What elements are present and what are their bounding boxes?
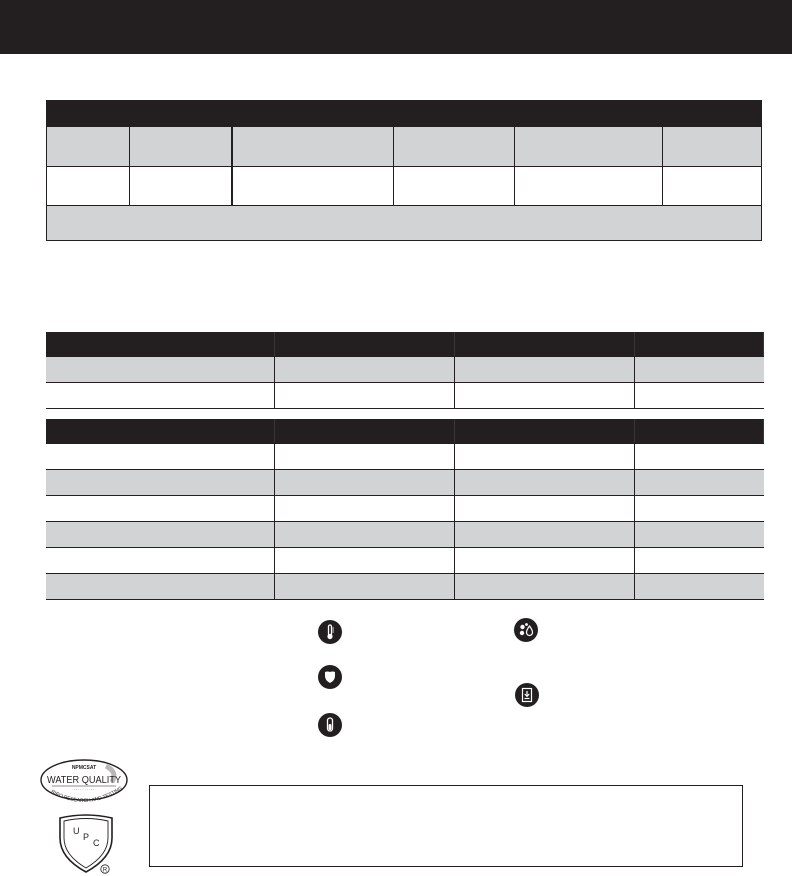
header-cell — [455, 419, 635, 443]
table-cell — [455, 548, 635, 573]
table-header-row — [46, 419, 764, 444]
spec-note-row — [47, 206, 761, 240]
table-cell — [46, 522, 275, 547]
spec-label-cell — [663, 127, 761, 166]
table-cell — [275, 496, 455, 521]
table-row — [46, 444, 764, 470]
table-cell — [455, 444, 635, 469]
header-cell — [635, 419, 764, 443]
water-quality-seal-logo — [38, 758, 130, 806]
table-cell — [275, 383, 455, 408]
table-cell — [455, 470, 635, 495]
spec-value-cell — [394, 167, 515, 205]
header-cell — [275, 332, 455, 356]
table-row — [46, 383, 764, 409]
spec-label-cell — [130, 127, 233, 166]
table-cell — [275, 357, 455, 382]
performance-table-1 — [46, 332, 764, 409]
specification-table — [46, 100, 762, 241]
table-row — [46, 357, 764, 383]
table-cell — [635, 548, 764, 573]
table-cell — [455, 383, 635, 408]
table-cell — [275, 470, 455, 495]
table-cell — [275, 444, 455, 469]
table-cell — [635, 357, 764, 382]
notice-box — [149, 785, 743, 867]
spec-value-row — [47, 167, 761, 206]
svg-text:WATER QUALITY: WATER QUALITY — [47, 774, 121, 786]
thermometer-icon — [318, 620, 342, 644]
table-cell — [46, 496, 275, 521]
svg-text:· · · · · · · · · ·: · · · · · · · · · · — [73, 788, 95, 792]
header-cell — [275, 419, 455, 443]
table-cell — [635, 444, 764, 469]
spec-value-cell — [47, 167, 130, 205]
spec-value-cell — [130, 167, 233, 205]
table-row — [46, 522, 764, 548]
performance-table-2 — [46, 419, 764, 600]
svg-text:P: P — [83, 832, 90, 842]
header-cell — [46, 419, 275, 443]
spec-label-cell — [233, 127, 394, 166]
table-cell — [455, 357, 635, 382]
svg-text:NPMCSAT: NPMCSAT — [71, 765, 97, 771]
table-cell — [46, 470, 275, 495]
header-cell — [635, 332, 764, 356]
upc-shield-logo — [56, 812, 116, 876]
table-header-row — [46, 332, 764, 357]
table-cell — [46, 444, 275, 469]
svg-text:U: U — [73, 826, 80, 836]
table-cell — [46, 383, 275, 408]
top-banner — [0, 0, 792, 54]
table-cell — [46, 357, 275, 382]
svg-text:RIRO RESEARCH AND TESTING: RIRO RESEARCH AND TESTING — [49, 785, 124, 805]
spec-label-row — [47, 127, 761, 167]
table-row — [46, 548, 764, 574]
table-cell — [46, 574, 275, 599]
test-tube-icon — [318, 713, 342, 737]
table-cell — [455, 574, 635, 599]
header-cell — [46, 332, 275, 356]
spec-label-cell — [394, 127, 515, 166]
table-cell — [275, 548, 455, 573]
table-cell — [635, 470, 764, 495]
table-cell — [635, 496, 764, 521]
table-cell — [46, 548, 275, 573]
header-cell — [455, 332, 635, 356]
spec-label-cell — [47, 127, 130, 166]
svg-text:R: R — [102, 867, 108, 874]
table-row — [46, 470, 764, 496]
spec-value-cell — [515, 167, 663, 205]
table-cell — [455, 522, 635, 547]
table-cell — [635, 522, 764, 547]
spec-value-cell — [233, 167, 394, 205]
document-download-icon — [515, 683, 539, 707]
shield-icon — [318, 665, 342, 689]
spec-label-cell — [515, 127, 663, 166]
spec-value-cell — [663, 167, 761, 205]
table-row — [46, 574, 764, 600]
table-row — [46, 496, 764, 522]
particles-drop-icon — [514, 618, 538, 642]
table-cell — [635, 574, 764, 599]
spec-table-header — [47, 101, 761, 127]
svg-text:C: C — [93, 838, 100, 848]
table-cell — [275, 522, 455, 547]
table-cell — [275, 574, 455, 599]
table-cell — [455, 496, 635, 521]
table-cell — [635, 383, 764, 408]
